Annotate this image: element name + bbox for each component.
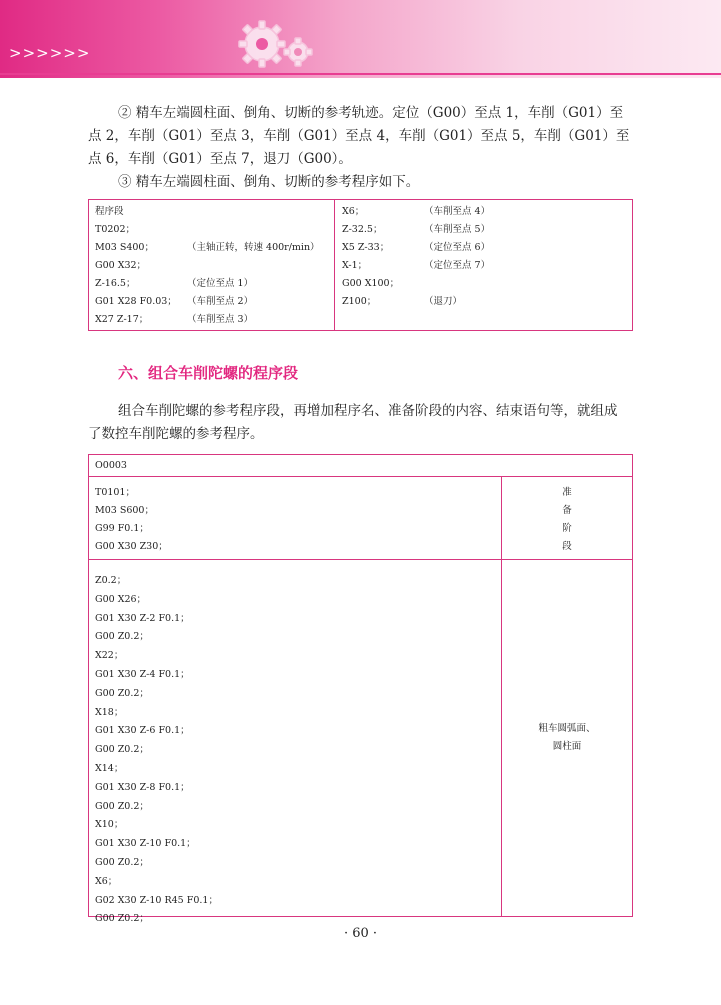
- code-line: Z-32.5； （车削至点 5）: [342, 224, 491, 235]
- code-line: X5 Z-33； （定位至点 6）: [342, 242, 491, 253]
- prep-label: 准 备 阶 段: [562, 487, 572, 552]
- code-line: X22；: [95, 650, 124, 662]
- code-line: G00 Z0.2；: [95, 856, 149, 868]
- rough-code: [95, 572, 218, 929]
- header-arrows: >>>>>>: [9, 44, 91, 62]
- prep-code: [95, 484, 168, 556]
- header-line: [0, 73, 721, 75]
- code-line: G00 X30 Z30；: [95, 541, 168, 552]
- section-title: 六、组合车削陀螺的程序段: [118, 364, 299, 382]
- table-1-right-column: [342, 203, 490, 311]
- code-line: G00 Z0.2；: [95, 744, 149, 756]
- code-line: T0101；: [95, 487, 136, 498]
- header-banner: [0, 0, 721, 78]
- code-line: G01 X30 Z-4 F0.1；: [95, 668, 190, 680]
- code-line: X-1； （定位至点 7）: [342, 260, 491, 271]
- code-line: X6； （车削至点 4）: [342, 206, 491, 217]
- step-3-text: ③ 精车左端圆柱面、倒角、切断的参考程序如下。: [118, 174, 420, 190]
- step-2-line-3: 点 6，车削（G01）至点 7，退刀（G00）。: [88, 151, 352, 167]
- code-line: G00 Z0.2；: [95, 913, 149, 925]
- page-number: · 60 ·: [343, 926, 378, 941]
- code-line: G02 X30 Z-10 R45 F0.1；: [95, 894, 218, 906]
- code-line: G01 X30 Z-8 F0.1；: [95, 781, 190, 793]
- code-line: Z100； （退刀）: [342, 296, 463, 307]
- intro-line-2: 了数控车削陀螺的参考程序。: [88, 426, 264, 442]
- code-line: X14；: [95, 762, 124, 774]
- code-line: M03 S600；: [95, 505, 154, 516]
- program-table-1: [88, 199, 633, 331]
- code-line: G99 F0.1；: [95, 523, 149, 534]
- code-line: Z0.2；: [95, 575, 127, 586]
- step-2-line-2: 点 2，车削（G01）至点 3，车削（G01）至点 4，车削（G01）至点 5，车削（G01）至: [88, 128, 630, 144]
- table-1-divider: [334, 200, 335, 330]
- step-2-line-1: ② 精车左端圆柱面、倒角、切断的参考轨迹。定位（G00）至点 1，车削（G01）至: [118, 105, 624, 121]
- code-line: X10；: [95, 819, 124, 831]
- code-line: G00 X26；: [95, 593, 147, 605]
- code-line: X18；: [95, 706, 124, 718]
- code-line: G00 X100；: [342, 278, 400, 289]
- intro-line-1: 组合车削陀螺的参考程序段，再增加程序名、准备阶段的内容、结束语句等，就组成: [118, 403, 618, 419]
- code-line: G00 Z0.2；: [95, 631, 149, 643]
- code-line: 程序段: [95, 206, 124, 217]
- program-name: O0003: [95, 460, 127, 471]
- program-table-2: [88, 454, 633, 925]
- code-line: Z-16.5； （定位至点 1）: [95, 278, 254, 289]
- code-line: G01 X30 Z-2 F0.1；: [95, 612, 190, 624]
- code-line: X27 Z-17； （车削至点 3）: [95, 314, 254, 325]
- code-line: G01 X30 Z-6 F0.1；: [95, 725, 190, 737]
- code-line: X6；: [95, 875, 118, 887]
- row-divider: [89, 476, 632, 477]
- rough-label: 粗车圆弧面、 圆柱面: [538, 723, 596, 752]
- code-line: M03 S400； （主轴正转，转速 400r/min）: [95, 242, 320, 253]
- code-line: G00 X32；: [95, 260, 147, 271]
- code-line: G00 Z0.2；: [95, 687, 149, 699]
- row-divider: [89, 559, 632, 560]
- gear-icon: [228, 14, 328, 74]
- table-1-left-column: [95, 203, 320, 329]
- code-line: G01 X30 Z-10 F0.1；: [95, 838, 196, 850]
- code-line: G00 Z0.2；: [95, 800, 149, 812]
- code-line: T0202；: [95, 224, 136, 235]
- code-line: G01 X28 F0.03； （车削至点 2）: [95, 296, 254, 307]
